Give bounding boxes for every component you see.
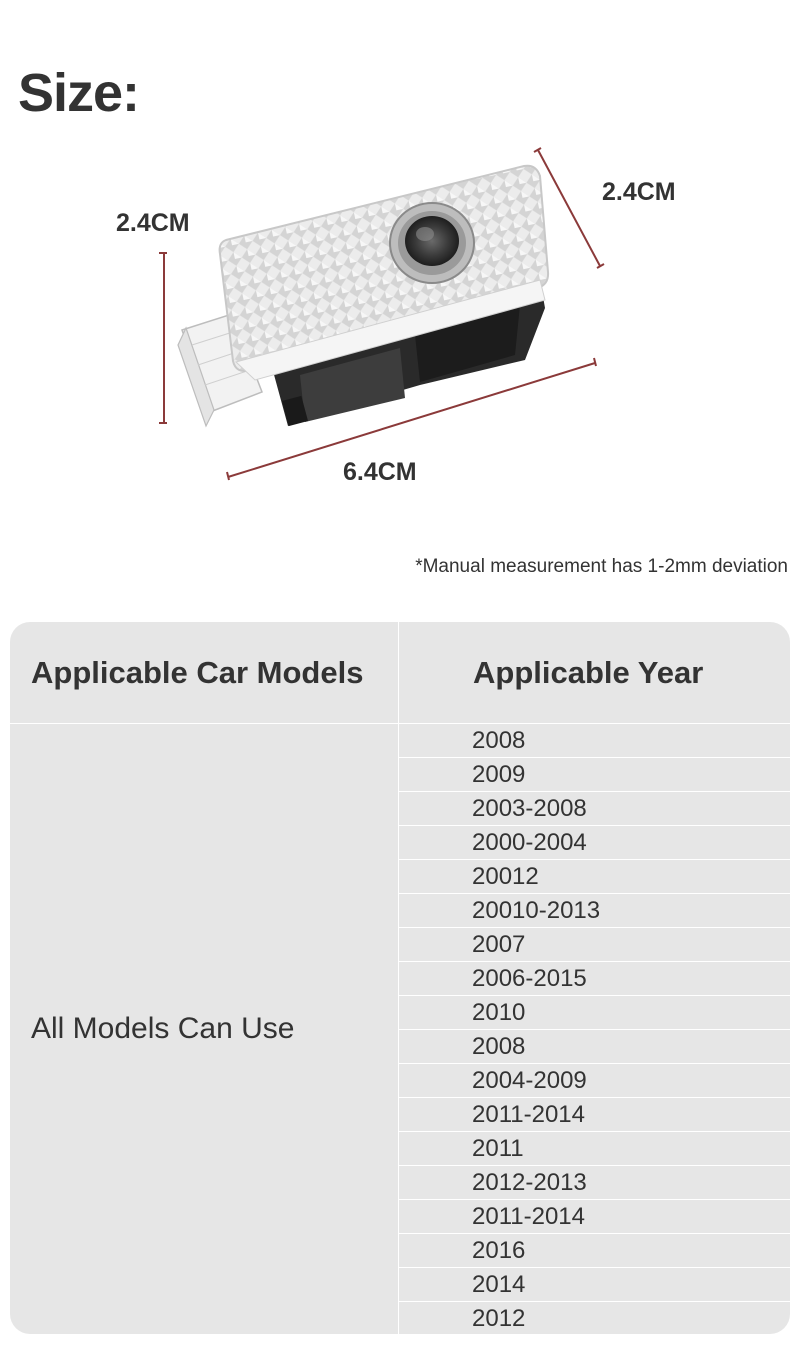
models-cell: All Models Can Use [31, 1012, 295, 1045]
year-row: 2007 [399, 928, 790, 962]
year-row: 2012-2013 [399, 1166, 790, 1200]
compatibility-table [10, 622, 790, 1334]
height-dimension-label: 2.4CM [116, 209, 190, 237]
year-row: 2016 [399, 1234, 790, 1268]
length-dimension-label: 6.4CM [343, 458, 417, 486]
year-row: 2003-2008 [399, 792, 790, 826]
year-row: 2011-2014 [399, 1200, 790, 1234]
year-row: 2011 [399, 1132, 790, 1166]
year-row: 2008 [399, 1030, 790, 1064]
year-row: 2012 [472, 1305, 526, 1332]
year-row: 2014 [399, 1268, 790, 1302]
header-car-models: Applicable Car Models [31, 655, 364, 690]
year-row: 20012 [399, 860, 790, 894]
year-row: 2000-2004 [399, 826, 790, 860]
header-year: Applicable Year [473, 655, 704, 690]
year-row: 20010-2013 [399, 894, 790, 928]
depth-dimension-label: 2.4CM [602, 178, 676, 206]
years-column [399, 724, 790, 1334]
page-title: Size: [18, 63, 140, 123]
projector-lens [390, 203, 474, 283]
measurement-note: *Manual measurement has 1-2mm deviation [415, 556, 788, 577]
year-row: 2009 [399, 758, 790, 792]
year-row: 2006-2015 [399, 962, 790, 996]
year-row: 2004-2009 [399, 1064, 790, 1098]
year-row: 2010 [399, 996, 790, 1030]
year-row: 2008 [399, 724, 790, 758]
year-row: 2011-2014 [399, 1098, 790, 1132]
dimension-line-height [159, 253, 167, 423]
